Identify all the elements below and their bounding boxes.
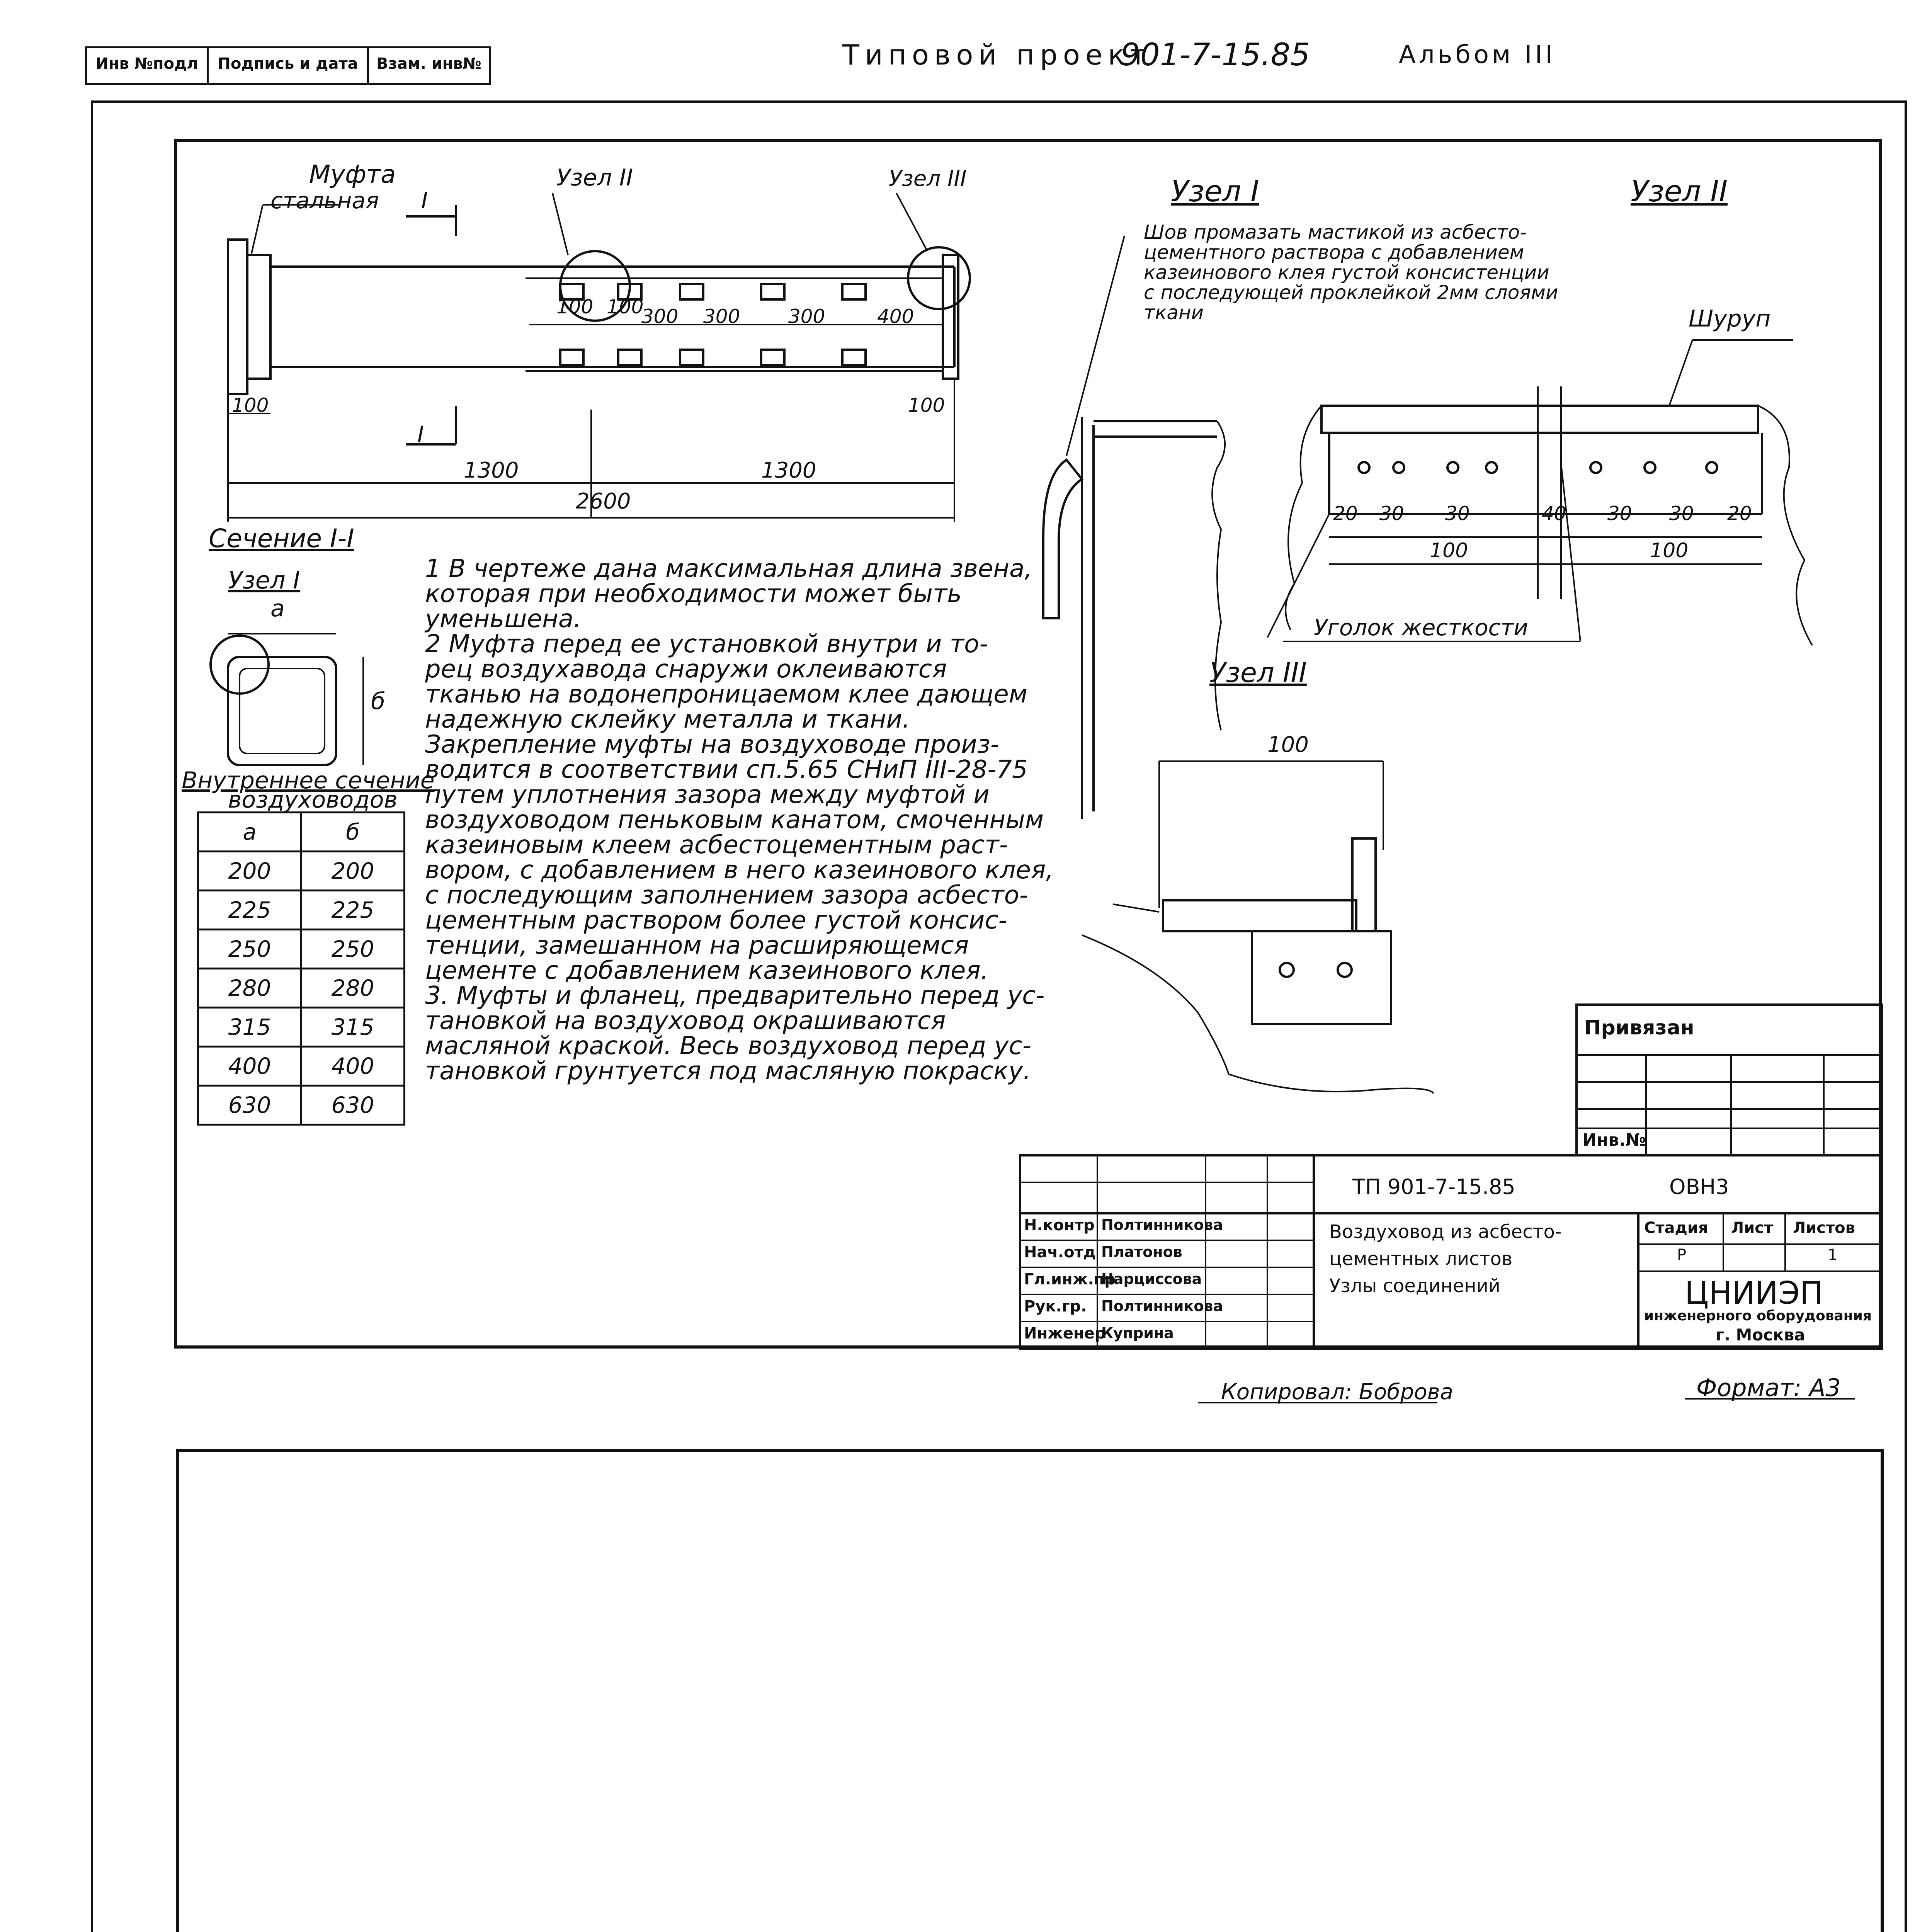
section-mark-bottom: I (417, 421, 424, 447)
table-cell: 400 (198, 1047, 301, 1086)
node2-title: Узел II (1631, 174, 1728, 208)
dim-300: 300 (788, 305, 825, 328)
note-line: тановкой грунтуется под масляную покраску. (425, 1057, 1031, 1085)
note-line: водится в соответствии сп.5.65 СНиП III-28-75 (425, 755, 1028, 784)
note-line: надежную склейку металла и ткани. (425, 705, 910, 734)
tb-desc: цементных листов (1329, 1248, 1513, 1270)
dim-1300-left: 1300 (464, 458, 519, 483)
footer-copied: Копировал: Боброва (1221, 1379, 1453, 1405)
note-line: уменьшена. (425, 605, 582, 633)
tb-org: ЦНИИЭП (1685, 1275, 1823, 1311)
table-cell: 280 (198, 969, 301, 1008)
node3-dim: 100 (1267, 732, 1309, 757)
tb-org2: инженерного оборудования (1644, 1308, 1872, 1324)
node2-dim: 20 (1333, 502, 1358, 525)
tb-name: Полтинникова (1101, 1298, 1223, 1315)
table-header-a: а (198, 813, 301, 852)
note-line: тановкой на воздуховод окрашиваются (425, 1007, 946, 1035)
note-line: которая при необходимости может быть (425, 580, 962, 608)
section-node1: Узел I (228, 566, 300, 594)
dim-100: 100 (607, 296, 644, 318)
node1-title: Узел I (1171, 174, 1259, 208)
section-mark-top: I (421, 187, 428, 214)
tb-role: Н.контр (1024, 1216, 1095, 1234)
tb-name: Куприна (1101, 1325, 1174, 1342)
table-row (198, 1047, 405, 1086)
dim-100: 100 (556, 296, 594, 318)
table-header-row (198, 813, 405, 852)
node2-dim: 40 (1542, 502, 1566, 525)
note-line: воздуховодом пеньковым канатом, смоченным (425, 806, 1044, 834)
stamp-cell-sign: Подпись и дата (207, 46, 369, 85)
tb-stage-head: Стадия (1644, 1219, 1708, 1237)
inner-section-title: Внутреннее сечение (182, 767, 435, 794)
dim-300: 300 (641, 305, 679, 328)
table-row (198, 852, 405, 891)
table-row (198, 1086, 405, 1125)
tb-desc: Узлы соединений (1329, 1275, 1500, 1297)
node2-dim: 30 (1445, 502, 1470, 525)
tb-stage-head: Лист (1731, 1219, 1773, 1237)
notes-block (425, 556, 1054, 1084)
node1-note-line: ткани (1144, 301, 1204, 324)
table-cell: 250 (301, 930, 405, 969)
node2-dim-100: 100 (1650, 539, 1689, 562)
section-square (228, 657, 336, 765)
note-line: рец воздухавода снаружи оклеиваются (425, 655, 947, 684)
node2-dim: 30 (1379, 502, 1404, 525)
steel-label: стальная (270, 187, 379, 214)
note-line: 3. Муфты и фланец, предварительно перед ус- (425, 981, 1045, 1010)
note-line: 2 Муфта перед ее установкой внутри и то- (425, 630, 988, 658)
header-title: Типовой проект (842, 39, 1152, 71)
stamp-cell-replace: Взам. инв№ (367, 46, 491, 85)
tb-stage-head: Листов (1793, 1219, 1855, 1237)
node3-panel (1163, 900, 1356, 931)
tb-role: Гл.инж.пр (1024, 1270, 1116, 1288)
node2-corner-label: Уголок жесткости (1314, 614, 1528, 641)
note-line: казеиновым клеем асбестоцементным раст- (425, 831, 1008, 859)
note-line: масляной краской. Весь воздуховод перед ус- (425, 1032, 1031, 1060)
node1-note-line: Шов промазать мастикой из асбесто- (1144, 221, 1527, 243)
tb-org3: г. Москва (1716, 1325, 1805, 1344)
dim-100-right: 100 (908, 394, 945, 417)
tb-sheet-code: ОВН3 (1669, 1175, 1729, 1199)
table-cell: 225 (198, 891, 301, 930)
note-line: цементе с добавлением казеинового клея. (425, 956, 989, 985)
table-cell: 280 (301, 969, 405, 1008)
tb-role: Инженер (1024, 1325, 1106, 1342)
tb-role: Рук.гр. (1024, 1298, 1087, 1315)
table-row (198, 1008, 405, 1047)
node1-note-line: цементного раствора с добавлением (1144, 241, 1524, 264)
tb-inv: Инв.№ (1582, 1130, 1646, 1150)
flange-left (228, 240, 247, 394)
table-row (198, 969, 405, 1008)
stamp-cell-inv: Инв №подл (85, 46, 209, 85)
note-line: тканью на водонепроницаемом клее дающем (425, 680, 1028, 709)
header-project: 901-7-15.85 (1121, 37, 1310, 73)
dim-100-left: 100 (232, 394, 269, 417)
table-cell: 200 (301, 852, 405, 891)
tb-name: Нарциссова (1101, 1270, 1202, 1287)
node1-note-line: с последующей проклейкой 2мм слоями (1144, 281, 1558, 304)
mufta-label: Муфта (309, 160, 396, 189)
table-cell: 250 (198, 930, 301, 969)
footer-format: Формат: А3 (1696, 1374, 1841, 1402)
note-line: вором, с добавлением в него казеинового клея, (425, 856, 1054, 884)
note-line: тенции, замешанном на расширяющемся (425, 931, 969, 960)
tb-privyazan: Привязан (1584, 1016, 1694, 1039)
node1-note (1144, 222, 1558, 323)
table-cell: 315 (198, 1008, 301, 1047)
note-line: путем уплотнения зазора между муфтой и (425, 781, 990, 809)
table-header-b: б (301, 813, 405, 852)
section-dim-a: а (270, 595, 285, 622)
table-row (198, 891, 405, 930)
tb-code: ТП 901-7-15.85 (1352, 1175, 1515, 1199)
note-line: с последующим заполнением зазора асбесто- (425, 881, 1028, 910)
inner-section-subtitle: воздуховодов (228, 786, 398, 813)
node2-dim: 30 (1669, 502, 1694, 525)
node2-callout-label: Узел II (556, 164, 633, 191)
node3-callout-label: Узел III (889, 166, 967, 191)
coupling-body (247, 255, 270, 379)
tb-stage-val: Р (1677, 1246, 1687, 1264)
node2-screw-label: Шуруп (1689, 305, 1771, 332)
dim-400: 400 (877, 305, 914, 328)
node2-dim-100: 100 (1430, 539, 1468, 562)
table-cell: 400 (301, 1047, 405, 1086)
table-cell: 630 (301, 1086, 405, 1125)
table-cell: 225 (301, 891, 405, 930)
dim-300: 300 (703, 305, 740, 328)
tb-name: Полтинникова (1101, 1216, 1223, 1233)
node1-note-line: казеинового клея густой консистенции (1144, 261, 1549, 284)
node3-title: Узел III (1209, 657, 1307, 689)
dim-1300-right: 1300 (761, 458, 816, 483)
dim-2600: 2600 (576, 489, 631, 514)
inner-section-table (197, 811, 405, 1126)
table-cell: 315 (301, 1008, 405, 1047)
tb-role: Нач.отд (1024, 1243, 1096, 1261)
table-cell: 200 (198, 852, 301, 891)
note-line: 1 В чертеже дана максимальная длина звена, (425, 554, 1032, 583)
note-line: Закрепление муфты на воздуховоде произ- (425, 730, 999, 759)
section-title: Сечение I-I (209, 524, 354, 553)
tb-name: Платонов (1101, 1243, 1182, 1260)
table-row (198, 930, 405, 969)
header-album: Альбом III (1399, 41, 1556, 69)
tb-desc: Воздуховод из асбесто- (1329, 1221, 1562, 1243)
node2-dim: 30 (1607, 502, 1632, 525)
note-line: цементным раствором более густой консис- (425, 906, 1007, 935)
node2-panel (1321, 406, 1758, 433)
node2-dim: 20 (1727, 502, 1752, 525)
section-dim-b: б (371, 688, 386, 715)
table-cell: 630 (198, 1086, 301, 1125)
tb-stage-val: 1 (1828, 1246, 1838, 1264)
